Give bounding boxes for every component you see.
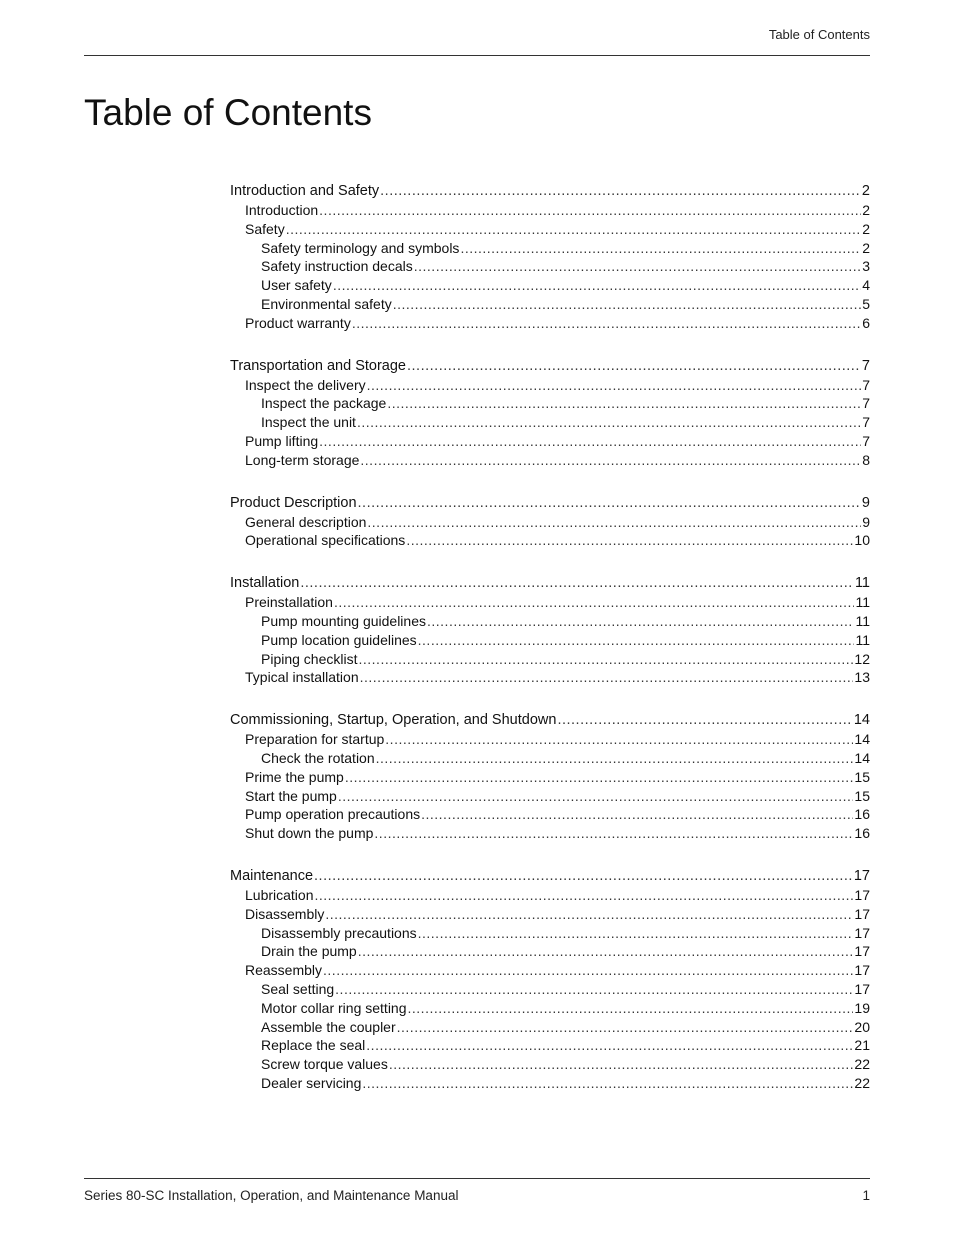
toc-entry[interactable]: [230, 182, 870, 201]
toc-entry-title: Assemble the coupler: [261, 1018, 396, 1035]
toc-entry[interactable]: [230, 749, 870, 768]
toc-entry-page: 16: [854, 825, 870, 842]
toc-entry-page: 16: [854, 806, 870, 823]
dot-leader: [408, 999, 854, 1018]
dot-leader: [385, 730, 853, 749]
toc-entry-title: Installation: [230, 575, 300, 592]
toc-entry-page: 17: [854, 962, 870, 979]
running-header: Table of Contents: [768, 27, 870, 42]
toc-entry-title: Piping checklist: [261, 650, 358, 667]
toc-entry-page: 15: [854, 787, 870, 804]
dot-leader: [418, 631, 855, 650]
page-title: Table of Contents: [84, 92, 372, 133]
toc-entry-page: 3: [862, 258, 870, 275]
dot-leader: [315, 886, 854, 905]
toc-entry-page: 4: [862, 277, 870, 294]
toc-section: [230, 711, 870, 843]
toc-entry[interactable]: [230, 650, 870, 669]
toc-entry[interactable]: [230, 711, 870, 730]
toc-entry-page: 11: [855, 594, 870, 611]
toc-entry[interactable]: [230, 612, 870, 631]
toc-entry-page: 7: [862, 414, 870, 431]
toc-entry-title: Product Description: [230, 494, 357, 511]
toc-entry[interactable]: [230, 394, 870, 413]
toc-section: [230, 574, 870, 687]
dot-leader: [389, 1055, 854, 1074]
footer-page-number: 1: [862, 1188, 870, 1203]
toc-entry-title: Drain the pump: [261, 943, 357, 960]
toc-entry-title: Motor collar ring setting: [261, 999, 407, 1016]
footer-manual-title: Series 80-SC Installation, Operation, and Maintenance Manual: [84, 1188, 459, 1203]
toc-entry-page: 10: [854, 532, 870, 549]
dot-leader: [359, 650, 854, 669]
toc-entry-page: 17: [854, 905, 870, 922]
dot-leader: [362, 1074, 853, 1093]
toc-entry-title: General description: [245, 513, 367, 530]
toc-entry[interactable]: [230, 239, 870, 258]
toc-entry[interactable]: [230, 531, 870, 550]
toc-entry-page: 7: [862, 432, 870, 449]
toc-entry-page: 6: [862, 314, 870, 331]
toc-entry-title: Replace the seal: [261, 1037, 366, 1054]
toc-entry-title: Prime the pump: [245, 768, 344, 785]
toc-entry-page: 14: [854, 749, 870, 766]
toc-entry-title: Pump operation precautions: [245, 806, 421, 823]
toc-entry-page: 13: [854, 669, 870, 686]
dot-leader: [557, 711, 852, 730]
toc-entry[interactable]: [230, 201, 870, 220]
toc-entry[interactable]: [230, 805, 870, 824]
toc-entry[interactable]: [230, 905, 870, 924]
dot-leader: [367, 513, 861, 532]
toc-entry-title: Pump mounting guidelines: [261, 612, 426, 629]
toc-entry-page: 17: [853, 867, 870, 884]
dot-leader: [358, 494, 861, 513]
toc-entry[interactable]: [230, 787, 870, 806]
dot-leader: [357, 413, 861, 432]
toc-entry-page: 22: [854, 1074, 870, 1091]
dot-leader: [338, 787, 854, 806]
toc-entry-title: Environmental safety: [261, 295, 392, 312]
toc-entry[interactable]: [230, 980, 870, 999]
dot-leader: [387, 394, 861, 413]
toc-entry-title: Safety: [245, 220, 285, 237]
toc-entry-title: User safety: [261, 277, 332, 294]
toc-entry-page: 7: [862, 376, 870, 393]
toc-entry-page: 5: [862, 295, 870, 312]
dot-leader: [352, 314, 861, 333]
dot-leader: [407, 357, 861, 376]
header-rule: [84, 55, 870, 56]
toc-entry-title: Typical installation: [245, 669, 359, 686]
dot-leader: [418, 924, 854, 943]
toc-entry-page: 15: [854, 768, 870, 785]
toc-entry-page: 14: [854, 731, 870, 748]
toc-entry[interactable]: [230, 513, 870, 532]
toc-entry[interactable]: [230, 314, 870, 333]
toc-entry-title: Dealer servicing: [261, 1074, 362, 1091]
dot-leader: [397, 1018, 854, 1037]
dot-leader: [460, 239, 861, 258]
dot-leader: [335, 980, 853, 999]
toc-entry-title: Disassembly precautions: [261, 924, 417, 941]
toc-entry[interactable]: [230, 1036, 870, 1055]
toc-entry-page: 2: [862, 220, 870, 237]
toc-entry-title: Transportation and Storage: [230, 357, 406, 374]
dot-leader: [300, 574, 854, 593]
toc-entry-title: Inspect the package: [261, 395, 387, 412]
toc-section: [230, 867, 870, 1093]
toc-entry-page: 2: [862, 239, 870, 256]
dot-leader: [360, 668, 854, 687]
toc-entry-title: Seal setting: [261, 980, 335, 997]
toc-entry[interactable]: [230, 376, 870, 395]
toc-entry-page: 11: [854, 575, 870, 592]
dot-leader: [406, 531, 853, 550]
dot-leader: [374, 824, 853, 843]
toc-entry[interactable]: [230, 413, 870, 432]
table-of-contents: [230, 182, 870, 1117]
toc-entry-page: 17: [854, 924, 870, 941]
toc-section: [230, 182, 870, 333]
dot-leader: [319, 201, 861, 220]
toc-entry-page: 7: [862, 395, 870, 412]
toc-entry-title: Introduction and Safety: [230, 183, 380, 199]
toc-entry-title: Pump lifting: [245, 432, 319, 449]
dot-leader: [325, 905, 853, 924]
dot-leader: [345, 768, 854, 787]
toc-entry-title: Commissioning, Startup, Operation, and Shutdown: [230, 712, 557, 729]
toc-entry[interactable]: [230, 942, 870, 961]
dot-leader: [319, 432, 861, 451]
toc-entry[interactable]: [230, 276, 870, 295]
toc-entry-page: 17: [854, 886, 870, 903]
dot-leader: [286, 220, 862, 239]
toc-entry[interactable]: [230, 1074, 870, 1093]
toc-entry-page: 2: [862, 202, 870, 218]
dot-leader: [393, 295, 861, 314]
toc-entry-title: Safety instruction decals: [261, 258, 413, 275]
dot-leader: [380, 182, 861, 201]
dot-leader: [333, 276, 861, 295]
toc-entry[interactable]: [230, 631, 870, 650]
toc-entry[interactable]: [230, 961, 870, 980]
dot-leader: [314, 867, 853, 886]
toc-entry-page: 21: [854, 1037, 870, 1054]
dot-leader: [376, 749, 854, 768]
toc-entry[interactable]: [230, 768, 870, 787]
toc-entry[interactable]: [230, 451, 870, 470]
toc-entry[interactable]: [230, 574, 870, 593]
toc-entry[interactable]: [230, 357, 870, 376]
toc-entry-title: Disassembly: [245, 905, 325, 922]
toc-entry[interactable]: [230, 494, 870, 513]
toc-entry-title: Long-term storage: [245, 451, 360, 468]
toc-entry-title: Start the pump: [245, 787, 337, 804]
toc-entry-page: 22: [854, 1056, 870, 1073]
toc-entry-title: Maintenance: [230, 867, 314, 884]
toc-entry[interactable]: [230, 1018, 870, 1037]
dot-leader: [414, 257, 861, 276]
toc-entry-title: Inspect the unit: [261, 414, 356, 431]
toc-entry-title: Inspect the delivery: [245, 376, 366, 393]
toc-section: [230, 494, 870, 551]
toc-entry[interactable]: [230, 824, 870, 843]
toc-entry-page: 2: [861, 183, 870, 199]
toc-entry-page: 20: [854, 1018, 870, 1035]
dot-leader: [358, 942, 854, 961]
toc-entry-page: 17: [854, 943, 870, 960]
toc-entry[interactable]: [230, 668, 870, 687]
toc-entry[interactable]: [230, 886, 870, 905]
toc-entry-title: Introduction: [245, 202, 319, 218]
toc-entry[interactable]: [230, 867, 870, 886]
toc-entry-page: 9: [861, 494, 870, 511]
toc-entry-page: 7: [861, 357, 870, 374]
toc-entry[interactable]: [230, 593, 870, 612]
dot-leader: [323, 961, 853, 980]
dot-leader: [334, 593, 855, 612]
toc-entry[interactable]: [230, 730, 870, 749]
dot-leader: [427, 612, 854, 631]
toc-entry-title: Product warranty: [245, 314, 351, 331]
dot-leader: [421, 805, 853, 824]
toc-entry-page: 11: [855, 631, 870, 648]
dot-leader: [367, 376, 862, 395]
dot-leader: [366, 1036, 853, 1055]
toc-entry-page: 17: [854, 980, 870, 997]
toc-entry-title: Pump location guidelines: [261, 631, 417, 648]
toc-entry-title: Reassembly: [245, 962, 323, 979]
toc-entry-page: 9: [862, 513, 870, 530]
toc-entry[interactable]: [230, 432, 870, 451]
toc-entry-page: 11: [855, 612, 870, 629]
toc-entry-page: 12: [854, 650, 870, 667]
toc-entry[interactable]: [230, 1055, 870, 1074]
toc-entry-title: Preparation for startup: [245, 731, 385, 748]
toc-entry-title: Check the rotation: [261, 749, 375, 766]
toc-entry-title: Shut down the pump: [245, 825, 374, 842]
toc-entry-title: Preinstallation: [245, 594, 333, 611]
toc-entry[interactable]: [230, 924, 870, 943]
toc-entry-title: Lubrication: [245, 886, 314, 903]
toc-entry[interactable]: [230, 220, 870, 239]
footer-rule: [84, 1178, 870, 1179]
toc-entry-title: Safety terminology and symbols: [261, 239, 460, 256]
toc-entry-title: Screw torque values: [261, 1056, 388, 1073]
toc-entry[interactable]: [230, 295, 870, 314]
toc-entry-page: 8: [862, 451, 870, 468]
toc-entry[interactable]: [230, 257, 870, 276]
toc-entry[interactable]: [230, 999, 870, 1018]
toc-entry-page: 19: [854, 999, 870, 1016]
toc-entry-title: Operational specifications: [245, 532, 406, 549]
toc-section: [230, 357, 870, 470]
dot-leader: [360, 451, 861, 470]
toc-entry-page: 14: [853, 712, 870, 729]
